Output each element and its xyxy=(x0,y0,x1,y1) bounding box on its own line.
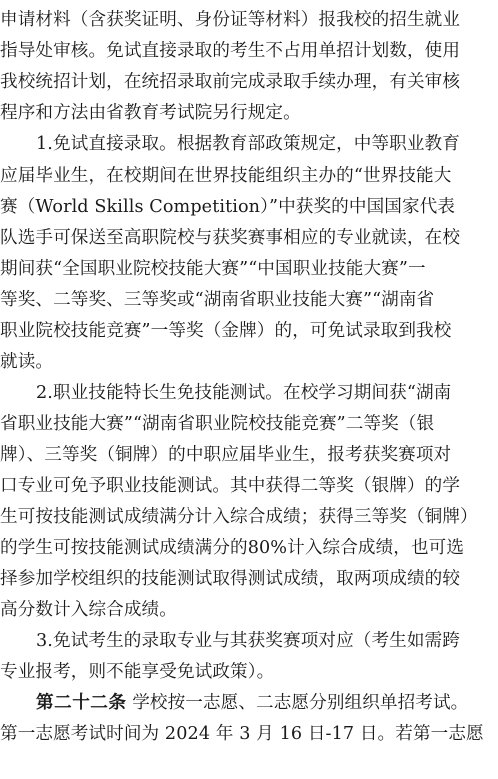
text-line: 就读。 xyxy=(0,352,54,372)
text-line: 1.免试直接录取。根据教育部政策规定，中等职业教育 xyxy=(36,134,460,154)
text-line: 生可按技能测试成绩满分计入综合成绩；获得三等奖（铜牌） xyxy=(0,507,478,527)
text-line: 口专业可免予职业技能测试。其中获得二等奖（银牌）的学 xyxy=(0,476,461,496)
article-first-line xyxy=(36,693,498,713)
text-line: 期间获“全国职业院校技能大赛”“中国职业技能大赛”一 xyxy=(0,259,426,279)
text-line: 省职业技能大赛”“湖南省职业院校技能竞赛”二等奖（银 xyxy=(0,414,435,434)
text-line: 择参加学校组织的技能测试取得测试成绩，取两项成绩的较 xyxy=(0,569,461,589)
text-line: 职业院校技能竞赛”一等奖（金牌）的，可免试录取到我校 xyxy=(0,321,452,341)
text-line: 指导处审核。免试直接录取的考生不占用单招计划数，使用 xyxy=(0,41,461,61)
text-line: 牌）、三等奖（铜牌）的中职应届毕业生，报考获奖赛项对 xyxy=(0,445,452,465)
text-line: 赛（World Skills Competition）”中获奖的中国国家代表 xyxy=(0,197,456,217)
text-line: 我校统招计划，在统招录取前完成录取手续办理，有关审核 xyxy=(0,72,461,92)
text-line: 3.免试考生的录取专业与其获奖赛项对应（考生如需跨 xyxy=(36,631,460,651)
text-line: 的学生可按技能测试成绩满分的80%计入综合成绩，也可选 xyxy=(0,538,465,558)
text-line: 程序和方法由省教育考试院另行规定。 xyxy=(0,103,301,123)
text-line: 专业报考，则不能享受免试政策）。 xyxy=(0,662,275,682)
text-line: 队选手可保送至高职院校与获奖赛事相应的专业就读，在校 xyxy=(0,228,461,248)
article-heading: 第二十二条 xyxy=(36,692,127,713)
text-line: 第一志愿考试时间为 2024 年 3 月 16 日-17 日。若第一志愿 xyxy=(0,724,484,744)
article-text: 学校按一志愿、二志愿分别组织单招考试。 xyxy=(132,693,469,713)
text-line: 等奖、二等奖、三等奖或“湖南省职业技能大赛”“湖南省 xyxy=(0,290,435,310)
text-line: 高分数计入综合成绩。 xyxy=(0,600,177,620)
text-line: 应届毕业生，在校期间在世界技能组织主办的“世界技能大 xyxy=(0,166,452,186)
text-line: 2.职业技能特长生免技能测试。在校学习期间获“湖南 xyxy=(36,383,452,403)
text-line: 申请材料（含获奖证明、身份证等材料）报我校的招生就业 xyxy=(0,10,461,30)
